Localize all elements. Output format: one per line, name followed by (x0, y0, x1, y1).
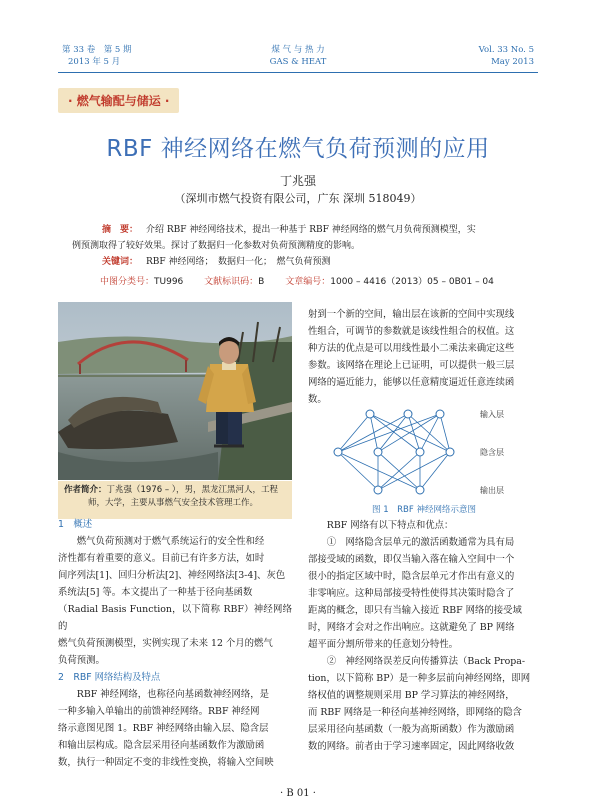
body-line: 种方法的优点是可以用线性最小二乘法来确定这些 (308, 343, 515, 354)
abstract (72, 222, 532, 270)
header-vol-no: Vol. 33 No. 5 (478, 45, 534, 55)
input-node (366, 410, 374, 418)
body-line: ② 神经网络误差反向传播算法（Back Propa- (326, 656, 526, 667)
hidden-node (334, 448, 342, 456)
author-photo (58, 302, 292, 480)
abstract-text-1: 介绍 RBF 神经网络技术，提出一种基于 RBF 神经网络的燃气月负荷预测模型，实 (146, 225, 476, 235)
figure-caption: 图 1 RBF 神经网络示意图 (372, 505, 476, 515)
body-line: 参数。该网络在理论上已证明，可以提供一般三层 (308, 360, 515, 371)
body-line: ① 网络隐含层单元的激活函数通常为具有局 (326, 537, 515, 548)
body-line: 很小的指定区域中时，隐含层单元才作出有意义的 (308, 571, 515, 582)
abstract-label: 摘 要： (102, 225, 139, 235)
header-volume-en (479, 44, 534, 68)
header-volume-issue: 第 33 卷 第 5 期 (62, 45, 132, 55)
body-line: 间序列法[1]、回归分析法[2]、神经网络法[3-4]、灰色 (58, 570, 286, 581)
body-line: 超平面分割所带来的任意划分特性。 (308, 639, 459, 650)
body-line: 负荷预测。 (58, 655, 105, 666)
body-line: 系统法[5] 等。本文提出了一种基于径向基函数 (58, 587, 253, 598)
classification-line (100, 274, 512, 287)
paper-title: RBF 神经网络在燃气负荷预测的应用 (106, 136, 490, 162)
body-line: 性组合，可调节的参数就是该线性组合的权值。这 (308, 326, 515, 337)
body-line: 济性都有着重要的意义。目前已有许多方法，如时 (58, 553, 265, 564)
header-rule (58, 72, 538, 73)
body-line: 一种多输入单输出的前馈神经网络。RBF 神经网 (58, 706, 260, 717)
body-line: 非零响应。这种局部接受特性使得其决策时隐含了 (308, 588, 515, 599)
left-column (58, 516, 292, 771)
hidden-node (416, 448, 424, 456)
body-line: 射到一个新的空间，输出层在该新的空间中实现线 (308, 309, 515, 320)
body-line: 距离的概念，即只有当输入接近 RBF 网络的接受域 (308, 605, 522, 616)
hidden-node (446, 448, 454, 456)
input-node (436, 410, 444, 418)
body-line: 网络的逼近能力，能够以任意精度逼近任意连续函 (308, 377, 515, 388)
body-line: 燃气负荷预测对于燃气系统运行的安全性和经 (76, 536, 265, 547)
author-affiliation: （深圳市燃气投资有限公司，广东 深圳 518049） (174, 192, 422, 205)
author-photo-illustration (58, 302, 292, 480)
output-node (416, 486, 424, 494)
doc-code-value: B (258, 277, 265, 287)
keywords (72, 254, 532, 270)
header-month: May 2013 (491, 57, 534, 67)
page-number: · B 01 · (280, 788, 316, 799)
body-line: RBF 神经网络，也称径向基函数神经网络，是 (76, 689, 269, 700)
body-line: 燃气负荷预测模型，实例实现了未来 12 个月的燃气 (58, 638, 273, 649)
clc-label: 中图分类号： (100, 277, 155, 287)
author-bio (58, 481, 292, 519)
body-line: 络权值的调整规则采用 BP 学习算法的神经网络， (308, 690, 515, 701)
bio-text-2: 师，大学，主要从事燃气安全技术管理工作。 (88, 498, 259, 508)
hidden-layer-label: 隐含层 (480, 448, 504, 457)
keywords-label: 关键词： (102, 257, 139, 267)
right-column-top (308, 306, 540, 408)
header-date: 2013 年 5 月 (68, 57, 121, 67)
section-heading-intro: 1 概述 (58, 519, 93, 530)
input-node (404, 410, 412, 418)
input-layer-label: 输入层 (480, 410, 504, 419)
article-no-value: 1000 – 4416（2013）05 – 0B01 – 04 (330, 277, 494, 287)
article-no-label: 文章编号： (285, 277, 331, 287)
body-line: 数。 (308, 394, 327, 405)
body-line: 时，网络才会对之作出响应。这就避免了 BP 网络 (308, 622, 515, 633)
author-name: 丁兆强 (279, 174, 316, 188)
abstract-text-2: 例预测取得了较好效果。探讨了数据归一化参数对负荷预测精度的影响。 (72, 241, 361, 251)
doc-code-label: 文献标识码： (204, 277, 259, 287)
section-tag: · 燃气输配与储运 · (58, 88, 179, 113)
rbf-network-diagram (330, 406, 520, 498)
section-heading-rbf: 2 RBF 网络结构及特点 (58, 672, 161, 683)
body-line: 络示意图见图 1。RBF 神经网络由输入层、隐含层 (58, 723, 269, 734)
body-line: RBF 网络有以下特点和优点： (326, 520, 454, 531)
output-layer-label: 输出层 (480, 486, 504, 495)
right-column-bottom (308, 517, 540, 755)
body-line: 数的网络。前者由于学习速率固定，因此网络收敛 (308, 741, 515, 752)
rbf-network-figure (330, 406, 520, 498)
header-journal-en: GAS & HEAT (269, 57, 327, 67)
header-journal-cn: 煤 气 与 热 力 (271, 45, 325, 55)
abstract-line-1 (72, 222, 532, 238)
body-line: （Radial Basis Function，以下简称 RBF）神经网络的 (58, 604, 292, 632)
hidden-node (374, 448, 382, 456)
body-line: 和输出层构成。隐含层采用径向基函数作为激励函 (58, 740, 265, 751)
body-line: 层采用径向基函数（一般为高斯函数）作为激励函 (308, 724, 515, 735)
keywords-text: RBF 神经网络； 数据归一化； 燃气负荷预测 (146, 257, 331, 267)
bio-text-1: 丁兆强（1976 – ），男，黑龙江黑河人，工程 (106, 485, 279, 495)
clc-value: TU996 (154, 277, 184, 287)
body-line: 部接受域的函数，即仅当输入落在输入空间中一个 (308, 554, 515, 565)
bio-label: 作者简介： (64, 485, 107, 495)
output-node (374, 486, 382, 494)
bio-line-1 (64, 484, 286, 497)
body-line: 数，执行一种固定不变的非线性变换，将输入空间映 (58, 757, 274, 768)
body-line: 而 RBF 网络是一种径向基神经网络，即网络的隐含 (308, 707, 522, 718)
body-line: tion，以下简称 BP）是一种多层前向神经网络，即网 (308, 673, 531, 684)
